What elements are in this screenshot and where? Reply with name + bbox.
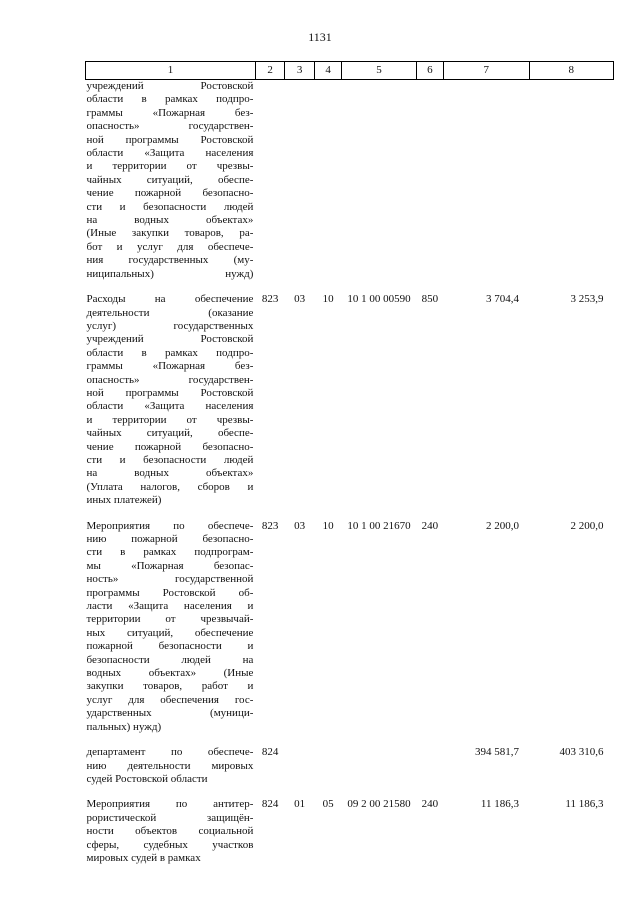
amount-year-1: 2 200,0 bbox=[486, 519, 520, 532]
row-description bbox=[86, 798, 256, 865]
description-line: и территории от чрезвы- bbox=[86, 413, 254, 426]
description-line: услуг для обеспечения гос- bbox=[86, 693, 254, 706]
target-article-code: 10 1 00 00590 bbox=[347, 293, 411, 306]
description-line: мы «Пожарная безопас- bbox=[86, 559, 254, 572]
description-line: ласти «Защита населения и bbox=[86, 600, 254, 613]
column-header: 2 bbox=[255, 62, 285, 80]
table-row bbox=[86, 80, 614, 282]
description-line: сферы, судебных участков bbox=[86, 838, 254, 851]
row-description bbox=[86, 520, 256, 735]
column-header: 5 bbox=[342, 62, 416, 80]
row-description bbox=[86, 746, 256, 786]
amount-year-1 bbox=[444, 80, 529, 282]
column-header: 4 bbox=[314, 62, 341, 80]
column-header: 6 bbox=[416, 62, 443, 80]
description-line: на водных объектах» bbox=[86, 214, 254, 227]
amount-year-1: 11 186,3 bbox=[480, 798, 520, 811]
column-header: 7 bbox=[444, 62, 529, 80]
description-line: учреждений Ростовской bbox=[86, 80, 254, 92]
section-code: 03 bbox=[294, 519, 306, 532]
table-row bbox=[86, 293, 614, 508]
ministry-code bbox=[255, 80, 285, 282]
subsection-code: 10 bbox=[322, 293, 334, 306]
amount-year-1: 3 704,4 bbox=[486, 293, 520, 306]
description-line: Расходы на обеспечение bbox=[86, 293, 254, 306]
amount-year-2: 2 200,0 bbox=[570, 519, 604, 532]
section-code bbox=[285, 80, 315, 282]
description-line: нию деятельности мировых bbox=[86, 759, 254, 772]
table-row bbox=[86, 520, 614, 735]
description-line: ных ситуаций, обеспечение bbox=[86, 626, 254, 639]
description-line: чайных ситуаций, обеспе- bbox=[86, 427, 254, 440]
description-line: нию пожарной безопасно- bbox=[86, 533, 254, 545]
description-line: граммы «Пожарная без- bbox=[86, 106, 254, 119]
description-line: мировых судей в рамках bbox=[86, 851, 201, 864]
amount-year-2: 3 253,9 bbox=[570, 293, 604, 306]
description-line: граммы «Пожарная без- bbox=[86, 360, 254, 373]
description-line: ной программы Ростовской bbox=[86, 386, 254, 399]
expense-type-code bbox=[416, 80, 443, 282]
ministry-code: 823 bbox=[261, 293, 279, 306]
section-code: 01 bbox=[294, 798, 306, 811]
description-line: бот и услуг для обеспече- bbox=[86, 240, 254, 253]
description-line: (Иные закупки товаров, ра- bbox=[86, 227, 254, 240]
table-row bbox=[86, 746, 614, 786]
target-article-code bbox=[342, 80, 416, 282]
description-line: территории от чрезвычай- bbox=[86, 613, 254, 626]
description-line: судей Ростовской области bbox=[86, 772, 208, 785]
description-line: пальных) нужд) bbox=[86, 720, 162, 733]
row-spacer bbox=[86, 786, 614, 798]
description-line: сти и безопасности людей bbox=[86, 200, 254, 213]
description-line: сти в рамках подпрограм- bbox=[86, 546, 254, 559]
subsection-code: 10 bbox=[322, 519, 334, 532]
amount-year-2 bbox=[529, 80, 613, 282]
description-line: (Уплата налогов, сборов и bbox=[86, 480, 254, 493]
row-description bbox=[86, 80, 256, 282]
row-spacer bbox=[86, 508, 614, 520]
description-line: на водных объектах» bbox=[86, 467, 254, 480]
description-line: департамент по обеспече- bbox=[86, 746, 254, 759]
target-article-code: 10 1 00 21670 bbox=[347, 519, 411, 532]
description-line: и территории от чрезвы- bbox=[86, 160, 254, 173]
section-code bbox=[285, 746, 315, 786]
description-line: ниципальных) нужд) bbox=[86, 267, 254, 280]
description-line: ударственных (муници- bbox=[86, 707, 254, 720]
row-spacer bbox=[86, 734, 614, 746]
expense-type-code bbox=[416, 746, 443, 786]
description-line: чайных ситуаций, обеспе- bbox=[86, 173, 254, 186]
description-line: безопасности людей на bbox=[86, 653, 254, 666]
section-code: 03 bbox=[294, 293, 306, 306]
expense-type-code: 850 bbox=[421, 293, 439, 306]
budget-table bbox=[85, 61, 614, 865]
description-line: деятельности (оказание bbox=[86, 306, 254, 319]
column-header: 3 bbox=[285, 62, 315, 80]
column-header: 8 bbox=[529, 62, 613, 80]
description-line: сти и безопасности людей bbox=[86, 453, 254, 466]
row-description bbox=[86, 293, 256, 508]
description-line: Мероприятия по обеспече- bbox=[86, 519, 254, 532]
description-line: Мероприятия по антитер- bbox=[86, 798, 254, 811]
spacer-cell bbox=[86, 786, 614, 798]
spacer-cell bbox=[86, 734, 614, 746]
description-line: чение пожарной безопасно- bbox=[86, 440, 254, 453]
spacer-cell bbox=[86, 281, 614, 293]
table-row bbox=[86, 798, 614, 865]
amount-year-1: 394 581,7 bbox=[475, 746, 520, 759]
description-line: области «Защита населения bbox=[86, 400, 254, 413]
description-line: ния государственных (му- bbox=[86, 254, 254, 267]
spacer-cell bbox=[86, 508, 614, 520]
ministry-code: 824 bbox=[261, 746, 279, 759]
description-line: ной программы Ростовской bbox=[86, 133, 254, 146]
target-article-code: 09 2 00 21580 bbox=[347, 798, 411, 811]
description-line: водных объектах» (Иные bbox=[86, 667, 254, 680]
description-line: опасность» государствен- bbox=[86, 120, 254, 133]
description-line: услуг) государственных bbox=[86, 319, 254, 332]
amount-year-2: 11 186,3 bbox=[565, 798, 604, 811]
expense-type-code: 240 bbox=[421, 519, 439, 532]
description-line: области в рамках подпро- bbox=[86, 93, 254, 106]
description-line: пожарной безопасности и bbox=[86, 640, 254, 653]
description-line: области «Защита населения bbox=[86, 147, 254, 160]
row-spacer bbox=[86, 281, 614, 293]
subsection-code: 05 bbox=[322, 798, 334, 811]
description-line: чение пожарной безопасно- bbox=[86, 187, 254, 200]
column-header: 1 bbox=[86, 62, 256, 80]
description-line: рористической защищён- bbox=[86, 811, 254, 824]
table-header-row bbox=[86, 62, 614, 80]
target-article-code bbox=[342, 746, 416, 786]
description-line: программы Ростовской об- bbox=[86, 586, 254, 599]
ministry-code: 823 bbox=[261, 519, 279, 532]
expense-type-code: 240 bbox=[421, 798, 439, 811]
description-line: ности объектов социальной bbox=[86, 825, 254, 838]
description-line: области в рамках подпро- bbox=[86, 346, 254, 359]
page-number: 1131 bbox=[308, 30, 332, 44]
ministry-code: 824 bbox=[261, 798, 279, 811]
description-line: опасность» государствен- bbox=[86, 373, 254, 386]
description-line: иных платежей) bbox=[86, 494, 162, 507]
subsection-code bbox=[314, 80, 341, 282]
subsection-code bbox=[314, 746, 341, 786]
description-line: ность» государственной bbox=[86, 573, 254, 586]
description-line: учреждений Ростовской bbox=[86, 333, 254, 346]
description-line: закупки товаров, работ и bbox=[86, 680, 254, 693]
amount-year-2: 403 310,6 bbox=[559, 746, 604, 759]
